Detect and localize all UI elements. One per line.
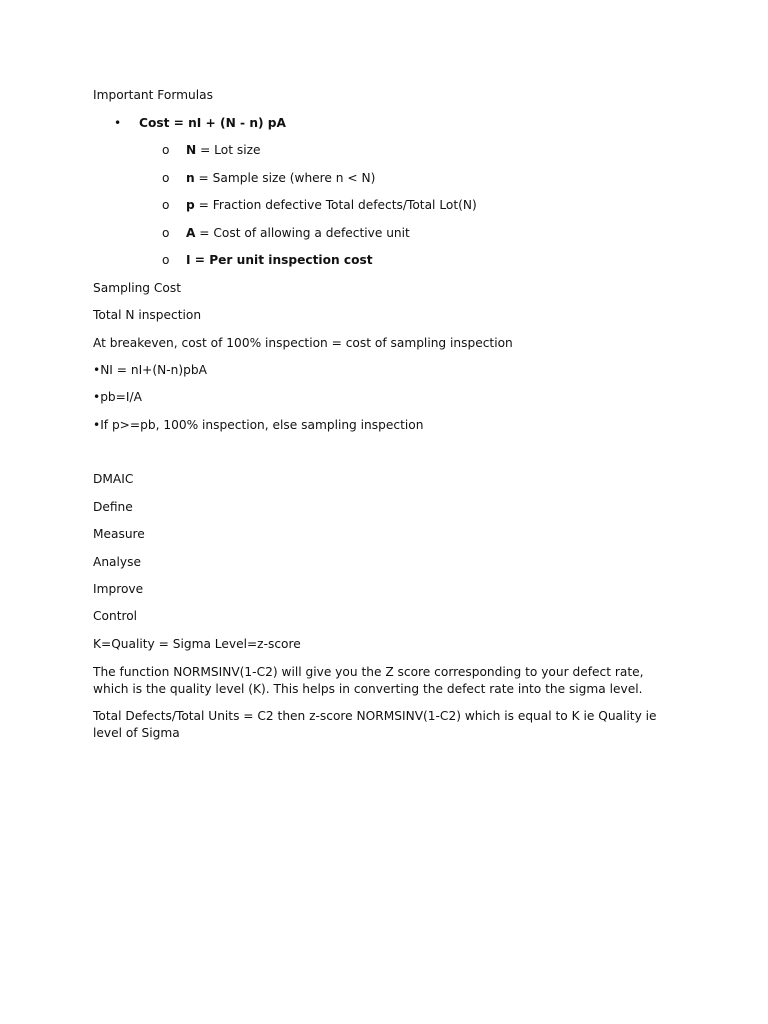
definition-item [186, 197, 477, 214]
text-line: Improve [93, 582, 144, 596]
definition-text: = Cost of allowing a defective unit [195, 226, 410, 240]
definition-text: = Lot size [196, 143, 261, 157]
definition-term: p [186, 198, 195, 212]
text-line: Define [93, 500, 133, 514]
definition-item [186, 252, 373, 269]
definition-term: A [186, 226, 196, 240]
sub-bullet-marker: o [162, 143, 170, 157]
text-line: •If p>=pb, 100% inspection, else sampling inspection [93, 418, 424, 432]
text-line: Analyse [93, 555, 141, 569]
text-line: K=Quality = Sigma Level=z-score [93, 637, 301, 651]
definition-item [186, 170, 375, 187]
text-line: Sampling Cost [93, 281, 182, 295]
text-line: DMAIC [93, 472, 134, 486]
definition-text: = Sample size (where n < N) [194, 171, 376, 185]
cost-formula: Cost = nI + (N - n) pA [139, 116, 286, 130]
definition-term: n [186, 171, 195, 185]
text-line: At breakeven, cost of 100% inspection = cost of sampling inspection [93, 336, 513, 350]
sub-bullet-marker: o [162, 171, 170, 185]
definition-item [186, 225, 410, 242]
paragraph: The function NORMSINV(1-C2) will give you the Z score corresponding to your defect rate, which is the quality level (K). This helps in converting the defect rate into the sigma level. [93, 665, 644, 696]
text-line: Measure [93, 527, 145, 541]
sub-bullet-marker: o [162, 226, 170, 240]
sub-bullet-marker: o [162, 198, 170, 212]
text-line: Total N inspection [93, 308, 202, 322]
sub-bullet-marker: o [162, 253, 170, 267]
text-line: •pb=I/A [93, 390, 142, 404]
definition-item [186, 142, 260, 159]
bullet-marker: • [114, 116, 122, 130]
paragraph: Total Defects/Total Units = C2 then z-score NORMSINV(1-C2) which is equal to K ie Quality ie level of Sigma [93, 709, 657, 740]
text-line: •NI = nI+(N-n)pbA [93, 363, 207, 377]
definition-term: I = Per unit inspection cost [186, 253, 373, 267]
text-line: Control [93, 609, 138, 623]
section-title: Important Formulas [93, 88, 213, 102]
definition-text: = Fraction defective Total defects/Total Lot(N) [194, 198, 477, 212]
definition-term: N [186, 143, 197, 157]
